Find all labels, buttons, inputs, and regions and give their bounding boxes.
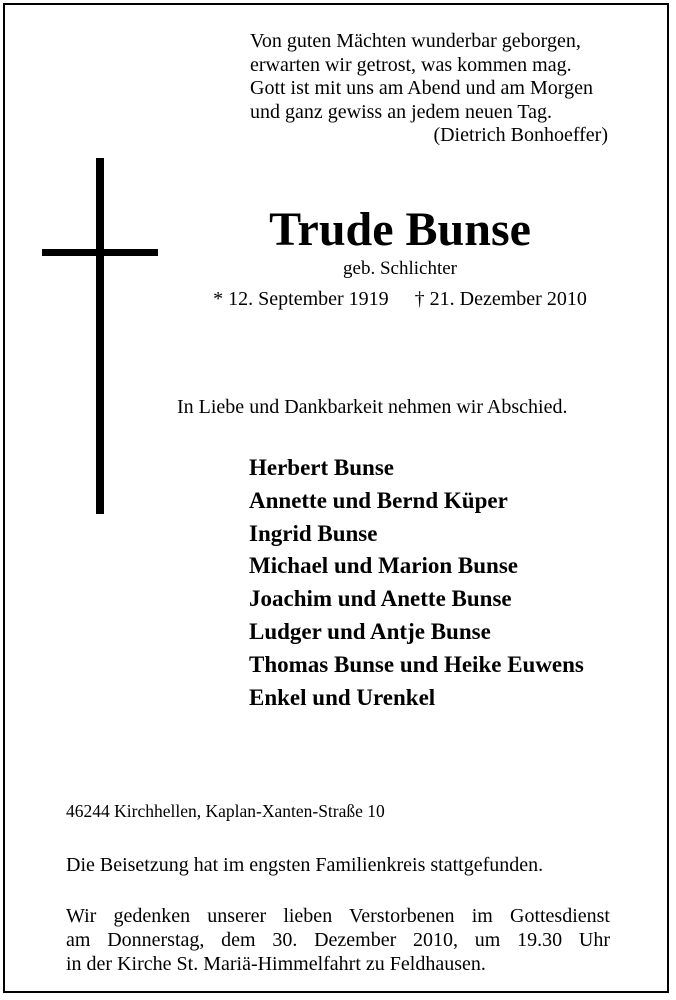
quote-line: Gott ist mit uns am Abend und am Morgen xyxy=(250,77,593,99)
memorial-service-note xyxy=(66,904,610,976)
death-date: † 21. Dezember 2010 xyxy=(414,288,587,310)
burial-note: Die Beisetzung hat im engsten Familienkreis stattgefunden. xyxy=(66,854,544,876)
service-line: am Donnerstag, dem 30. Dezember 2010, um 19.30 Uhr xyxy=(66,929,610,951)
service-line: in der Kirche St. Mariä-Himmelfahrt zu Feldhausen. xyxy=(66,953,486,975)
service-line: Wir gedenken unserer lieben Verstorbenen im Gottesdienst xyxy=(66,905,610,927)
mourner-name: Ludger und Antje Bunse xyxy=(249,618,491,644)
birth-date: * 12. September 1919 xyxy=(213,288,389,310)
mourner-name: Herbert Bunse xyxy=(249,455,395,480)
deceased-name: Trude Bunse xyxy=(269,203,531,256)
quote-author: (Dietrich Bonhoeffer) xyxy=(433,124,608,146)
cross-vertical-bar xyxy=(96,158,104,514)
mourner-name: Joachim und Anette Bunse xyxy=(249,586,512,612)
mourner-name: Enkel und Urenkel xyxy=(249,684,436,710)
mourners-list xyxy=(249,452,669,714)
mourner-name: Thomas Bunse und Heike Euwens xyxy=(249,651,584,677)
quote-line: Von guten Mächten wunderbar geborgen, xyxy=(250,30,581,52)
life-dates xyxy=(160,287,640,311)
mourner-name: Annette und Bernd Küper xyxy=(249,487,508,513)
mourner-name: Michael und Marion Bunse xyxy=(249,553,519,579)
family-address: 46244 Kirchhellen, Kaplan-Xanten-Straße 10 xyxy=(66,801,385,821)
bonhoeffer-quote xyxy=(250,30,620,148)
cross-horizontal-bar xyxy=(42,249,158,256)
mourner-name: Ingrid Bunse xyxy=(249,520,378,546)
quote-line: und ganz gewiss an jedem neuen Tag. xyxy=(250,100,553,123)
quote-line: erwarten wir getrost, was kommen mag. xyxy=(250,53,572,76)
maiden-name: geb. Schlichter xyxy=(343,258,457,279)
cross-icon xyxy=(42,158,158,514)
farewell-text: In Liebe und Dankbarkeit nehmen wir Abschied. xyxy=(177,396,568,418)
